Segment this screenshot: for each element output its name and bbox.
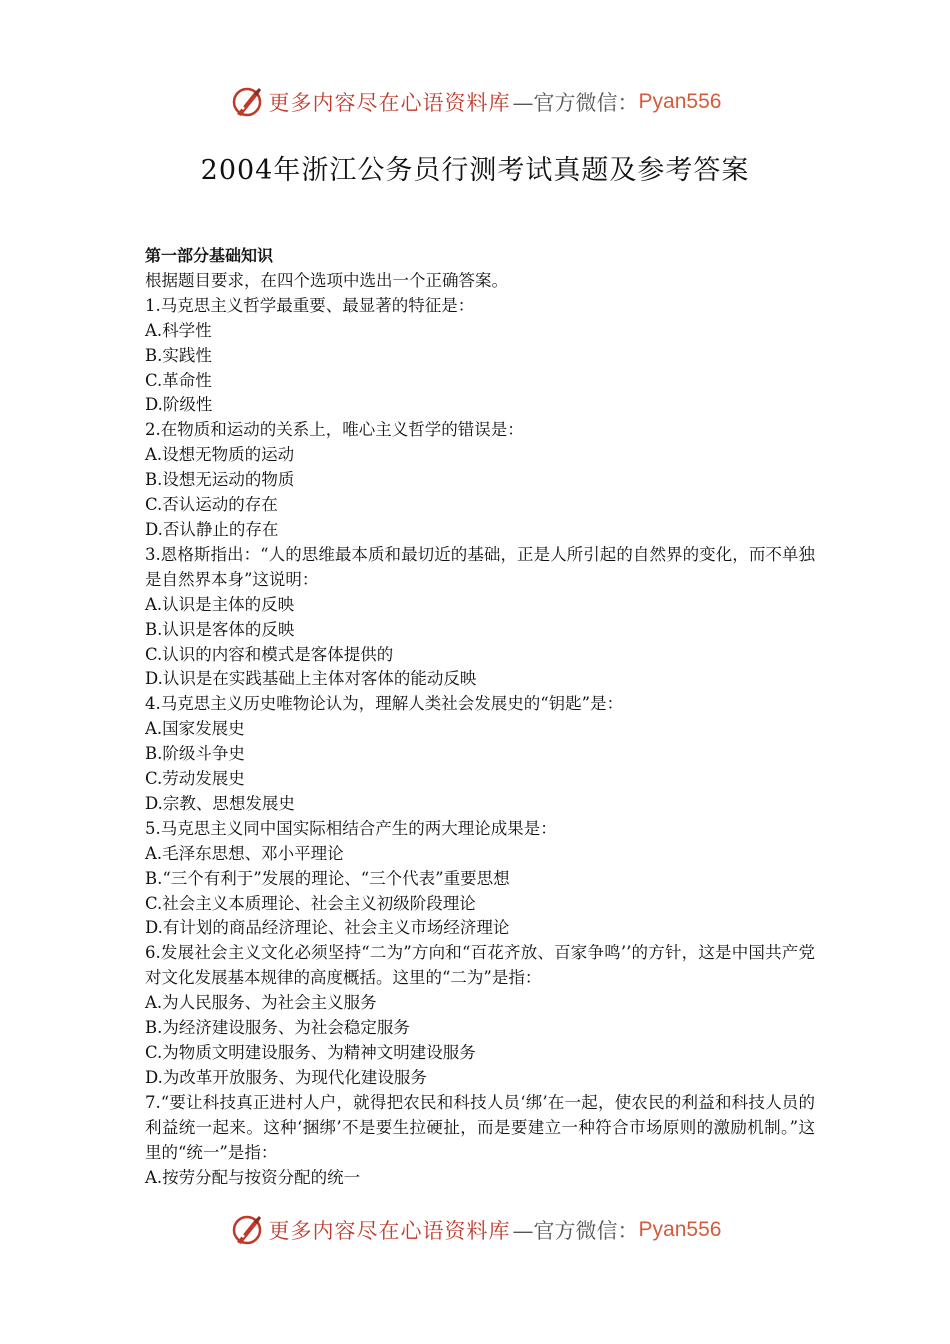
question-stem: 6.发展社会主义文化必须坚持“二为”方向和“百花齐放、百家争鸣’’的方针，这是中国共产党对文化发展基本规律的高度概括。这里的“二为”是指： [145, 943, 815, 988]
option-item: D.宗教、思想发展史 [145, 793, 295, 813]
option-item: C.否认运动的存在 [145, 495, 278, 515]
option-item: D.为改革开放服务、为现代化建设服务 [145, 1067, 427, 1087]
document-body [145, 244, 815, 1190]
question-stem: 7.“要让科技真正进村人户，就得把农民和科技人员‘绑’在一起，使农民的利益和科技人员的利益统一起来。这种‘捆绑’不是要生拉硬扯，而是要建立一种符合市场原则的激励机制。”这里的“统一”是指： [145, 1092, 815, 1162]
banner-wechat-id: Pyan556 [638, 1218, 722, 1241]
question-stem: 1.马克思主义哲学最重要、最显著的特征是： [145, 295, 475, 315]
banner-text: 更多内容尽在心语资料库 [268, 91, 511, 115]
footer-watermark-banner [0, 1210, 950, 1250]
option-item: B.阶级斗争史 [145, 744, 245, 764]
option-item: B.认识是客体的反映 [145, 619, 295, 639]
option-item: D.有计划的商品经济理论、社会主义市场经济理论 [145, 918, 510, 938]
banner-text: 更多内容尽在心语资料库 [268, 1219, 511, 1243]
option-item: D.认识是在实践基础上主体对客体的能动反映 [145, 669, 477, 689]
option-item: B.设想无运动的物质 [145, 470, 295, 490]
option-item: C.革命性 [145, 370, 212, 390]
option-item: A.设想无物质的运动 [145, 445, 295, 465]
option-item: C.劳动发展史 [145, 769, 245, 789]
header-watermark-banner [0, 82, 950, 122]
section-heading: 第一部分基础知识 [145, 246, 274, 265]
option-item: C.为物质文明建设服务、为精神文明建设服务 [145, 1043, 476, 1062]
option-item: D.否认静止的存在 [145, 519, 279, 539]
question-stem: 4.马克思主义历史唯物论认为，理解人类社会发展史的“钥匙”是： [145, 694, 624, 714]
banner-separator: —官方微信： [512, 1219, 639, 1243]
option-item: D.阶级性 [145, 395, 213, 415]
banner-wechat-id: Pyan556 [638, 90, 722, 113]
option-item: A.国家发展史 [145, 719, 245, 739]
option-item: B.“三个有利于”发展的理论、“三个代表”重要思想 [145, 868, 510, 888]
document-title: 2004年浙江公务员行测考试真题及参考答案 [200, 155, 750, 186]
option-item: A.按劳分配与按资分配的统一 [145, 1167, 361, 1187]
question-stem: 3.恩格斯指出：“人的思维最本质和最切近的基础，正是人所引起的自然界的变化，而不单独是自然界本身”这说明： [145, 544, 815, 589]
pen-nib-circle-icon [229, 84, 265, 120]
option-item: C.认识的内容和模式是客体提供的 [145, 644, 394, 664]
option-item: A.毛泽东思想、邓小平理论 [145, 843, 344, 863]
option-item: A.科学性 [145, 320, 212, 340]
question-stem: 5.马克思主义同中国实际相结合产生的两大理论成果是： [145, 818, 557, 838]
option-item: C.社会主义本质理论、社会主义初级阶段理论 [145, 893, 476, 913]
option-item: A.为人民服务、为社会主义服务 [145, 993, 377, 1013]
banner-separator: —官方微信： [512, 91, 639, 115]
option-item: A.认识是主体的反映 [145, 594, 295, 614]
option-item: B.实践性 [145, 345, 212, 365]
question-stem: 2.在物质和运动的关系上，唯心主义哲学的错误是： [145, 420, 524, 440]
instruction-text: 根据题目要求，在四个选项中选出一个正确答案。 [145, 270, 508, 290]
option-item: B.为经济建设服务、为社会稳定服务 [145, 1018, 410, 1038]
pen-nib-circle-icon [229, 1212, 265, 1248]
